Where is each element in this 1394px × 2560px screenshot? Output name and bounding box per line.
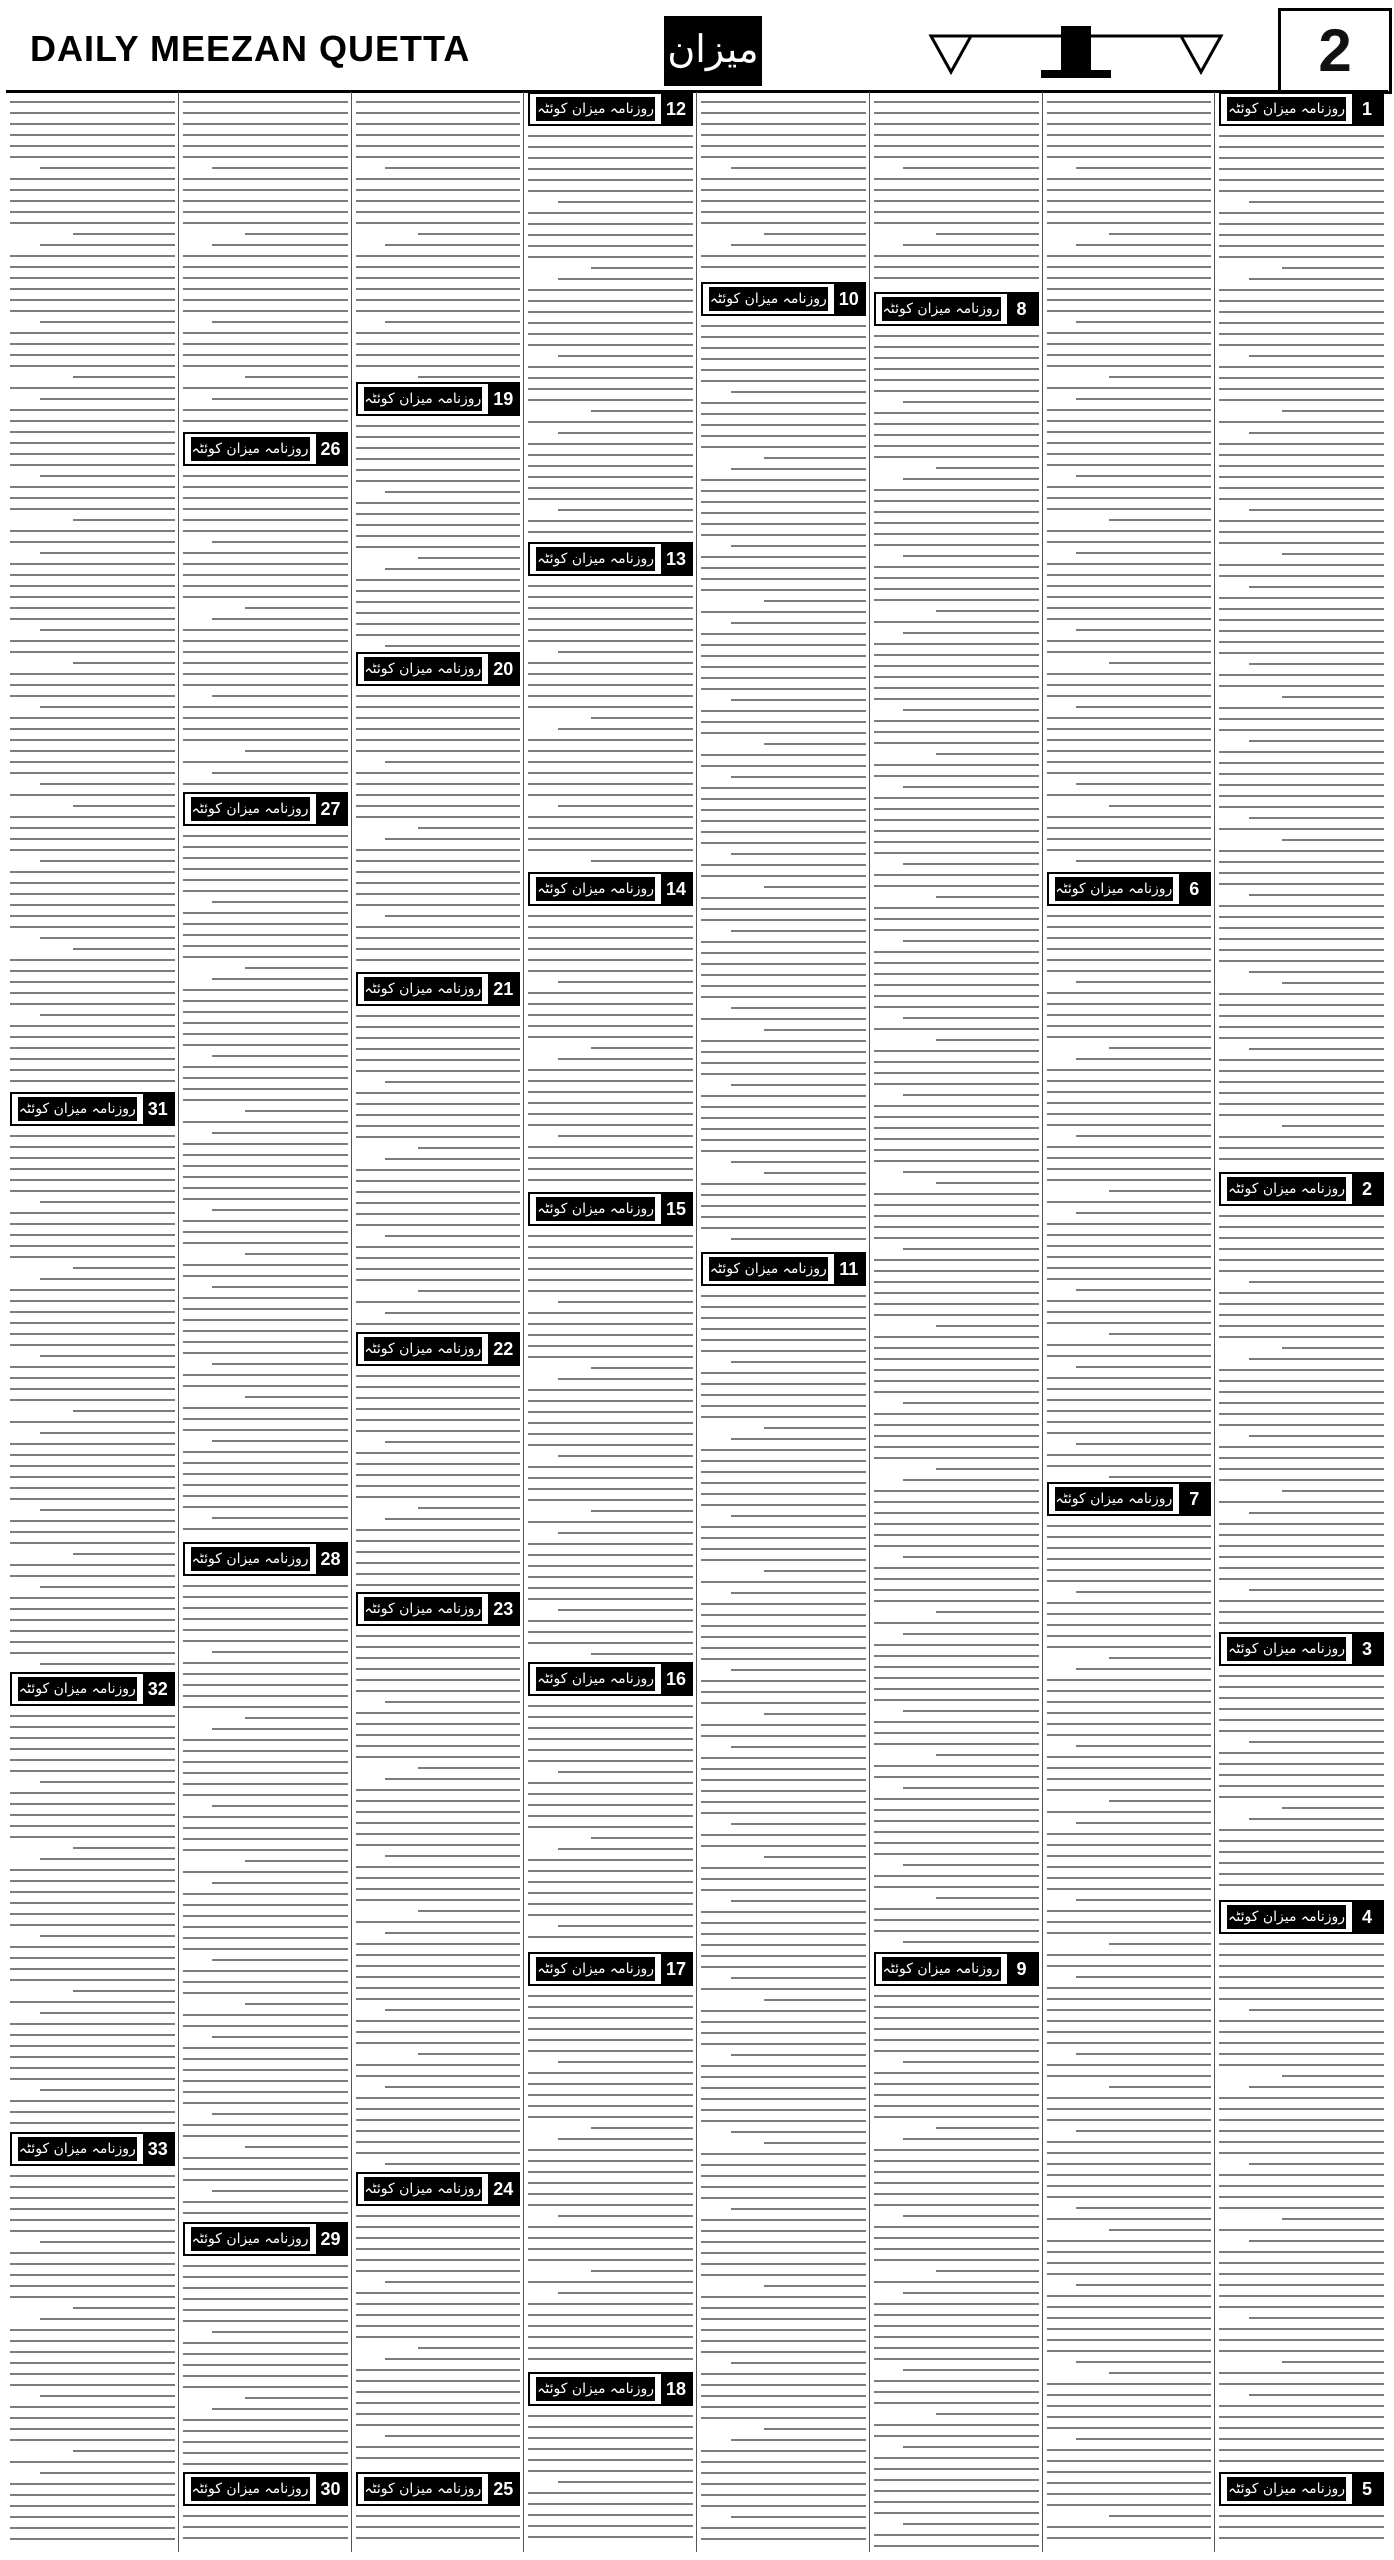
masthead-title: DAILY MEEZAN QUETTA bbox=[30, 28, 471, 69]
continuation-header bbox=[528, 1662, 693, 1696]
continuation-header bbox=[183, 432, 348, 466]
article-text bbox=[356, 2206, 521, 2459]
continuation-header bbox=[10, 1672, 175, 1706]
article-text bbox=[1219, 2506, 1384, 2539]
continuation-number: 3 bbox=[1352, 1634, 1382, 1664]
article-column bbox=[1215, 92, 1388, 2552]
article-text bbox=[183, 2256, 348, 2465]
continuation-label: روزنامہ میزان کوئٹہ bbox=[18, 1677, 137, 1701]
continuation-label: روزنامہ میزان کوئٹہ bbox=[536, 1957, 655, 1981]
continuation-header bbox=[528, 2372, 693, 2406]
article-text bbox=[356, 686, 521, 961]
article-text bbox=[356, 1006, 521, 1325]
continuation-header bbox=[528, 92, 693, 126]
continuation-number: 10 bbox=[834, 284, 864, 314]
continuation-header bbox=[701, 1252, 866, 1286]
continuation-number: 20 bbox=[488, 654, 518, 684]
continuation-number: 32 bbox=[143, 1674, 173, 1704]
article-text bbox=[356, 1366, 521, 1586]
continuation-label: روزنامہ میزان کوئٹہ bbox=[882, 297, 1001, 321]
article-text bbox=[528, 126, 693, 533]
continuation-label: روزنامہ میزان کوئٹہ bbox=[1055, 1487, 1174, 1511]
continuation-label: روزنامہ میزان کوئٹہ bbox=[709, 287, 828, 311]
continuation-header bbox=[10, 1092, 175, 1126]
article-text bbox=[528, 1696, 693, 1938]
continuation-number: 33 bbox=[143, 2134, 173, 2164]
column-divider bbox=[696, 92, 697, 2552]
continuation-header bbox=[356, 972, 521, 1006]
article-text bbox=[874, 326, 1039, 1943]
continuation-number: 25 bbox=[488, 2474, 518, 2504]
article-text bbox=[1047, 906, 1212, 1478]
continuation-number: 29 bbox=[316, 2224, 346, 2254]
continuation-header bbox=[356, 1592, 521, 1626]
continuation-label: روزنامہ میزان کوئٹہ bbox=[364, 2477, 483, 2501]
continuation-label: روزنامہ میزان کوئٹہ bbox=[1055, 877, 1174, 901]
article-text bbox=[10, 1126, 175, 1665]
article-text bbox=[1219, 1206, 1384, 1624]
continuation-label: روزنامہ میزان کوئٹہ bbox=[191, 1547, 310, 1571]
continuation-label: روزنامہ میزان کوئٹہ bbox=[18, 1097, 137, 1121]
continuation-header bbox=[1047, 1482, 1212, 1516]
continuation-label: روزنامہ میزان کوئٹہ bbox=[364, 1337, 483, 1361]
continuation-header bbox=[356, 1332, 521, 1366]
continuation-label: روزنامہ میزان کوئٹہ bbox=[364, 2177, 483, 2201]
article-text bbox=[356, 416, 521, 647]
continuation-number: 24 bbox=[488, 2174, 518, 2204]
page-number: 2 bbox=[1278, 8, 1392, 94]
continuation-header bbox=[183, 1542, 348, 1576]
continuation-number: 21 bbox=[488, 974, 518, 1004]
continuation-header bbox=[528, 542, 693, 576]
article-text bbox=[1047, 1516, 1212, 2539]
continuation-header bbox=[1219, 1172, 1384, 1206]
continuation-number: 2 bbox=[1352, 1174, 1382, 1204]
article-column bbox=[179, 92, 352, 2552]
continuation-label: روزنامہ میزان کوئٹہ bbox=[191, 2477, 310, 2501]
continuation-number: 30 bbox=[316, 2474, 346, 2504]
column-divider bbox=[1214, 92, 1215, 2552]
article-column bbox=[352, 92, 525, 2552]
continuation-label: روزنامہ میزان کوئٹہ bbox=[1227, 1177, 1346, 1201]
article-text bbox=[183, 466, 348, 785]
continuation-number: 13 bbox=[661, 544, 691, 574]
article-column bbox=[6, 92, 179, 2552]
continuation-label: روزنامہ میزان کوئٹہ bbox=[191, 2227, 310, 2251]
article-text bbox=[874, 1986, 1039, 2547]
continuation-header bbox=[356, 2172, 521, 2206]
continuation-label: روزنامہ میزان کوئٹہ bbox=[191, 797, 310, 821]
article-text bbox=[1047, 92, 1212, 862]
continuation-header bbox=[1219, 92, 1384, 126]
article-text bbox=[183, 2506, 348, 2539]
continuation-label: روزنامہ میزان کوئٹہ bbox=[1227, 1637, 1346, 1661]
continuation-header bbox=[183, 2222, 348, 2256]
article-text bbox=[183, 92, 348, 422]
continuation-header bbox=[528, 1192, 693, 1226]
continuation-label: روزنامہ میزان کوئٹہ bbox=[364, 1597, 483, 1621]
article-text bbox=[528, 1226, 693, 1655]
article-column bbox=[524, 92, 697, 2552]
continuation-label: روزنامہ میزان کوئٹہ bbox=[709, 1257, 828, 1281]
continuation-number: 15 bbox=[661, 1194, 691, 1224]
continuation-number: 12 bbox=[661, 94, 691, 124]
column-divider bbox=[178, 92, 179, 2552]
article-text bbox=[10, 1706, 175, 2124]
continuation-label: روزنامہ میزان کوئٹہ bbox=[364, 387, 483, 411]
continuation-label: روزنامہ میزان کوئٹہ bbox=[536, 97, 655, 121]
article-text bbox=[1219, 1934, 1384, 2462]
article-text bbox=[356, 92, 521, 378]
continuation-number: 8 bbox=[1007, 294, 1037, 324]
continuation-number: 26 bbox=[316, 434, 346, 464]
continuation-number: 6 bbox=[1179, 874, 1209, 904]
continuation-header bbox=[1219, 1900, 1384, 1934]
article-text bbox=[701, 316, 866, 1240]
column-divider bbox=[1042, 92, 1043, 2552]
continuation-label: روزنامہ میزان کوئٹہ bbox=[536, 877, 655, 901]
continuation-label: روزنامہ میزان کوئٹہ bbox=[1227, 2477, 1346, 2501]
continuation-header bbox=[528, 1952, 693, 1986]
continuation-number: 5 bbox=[1352, 2474, 1382, 2504]
continuation-header bbox=[1219, 2472, 1384, 2506]
continuation-header bbox=[356, 2472, 521, 2506]
continuation-number: 1 bbox=[1352, 94, 1382, 124]
masthead bbox=[6, 6, 1388, 92]
article-column bbox=[1043, 92, 1216, 2552]
article-columns bbox=[6, 92, 1388, 2552]
continuation-number: 14 bbox=[661, 874, 691, 904]
continuation-label: روزنامہ میزان کوئٹہ bbox=[1227, 97, 1346, 121]
article-text bbox=[701, 92, 866, 268]
article-text bbox=[356, 2506, 521, 2539]
continuation-header bbox=[356, 652, 521, 686]
continuation-label: روزنامہ میزان کوئٹہ bbox=[536, 547, 655, 571]
continuation-number: 17 bbox=[661, 1954, 691, 1984]
continuation-number: 16 bbox=[661, 1664, 691, 1694]
continuation-number: 23 bbox=[488, 1594, 518, 1624]
article-text bbox=[701, 1286, 866, 2540]
continuation-header bbox=[528, 872, 693, 906]
article-text bbox=[356, 1626, 521, 2165]
article-text bbox=[528, 1986, 693, 2360]
article-text bbox=[183, 1576, 348, 2214]
continuation-number: 9 bbox=[1007, 1954, 1037, 1984]
continuation-label: روزنامہ میزان کوئٹہ bbox=[18, 2137, 137, 2161]
article-column bbox=[697, 92, 870, 2552]
continuation-number: 27 bbox=[316, 794, 346, 824]
continuation-header bbox=[10, 2132, 175, 2166]
article-text bbox=[183, 826, 348, 1530]
continuation-header bbox=[1219, 1632, 1384, 1666]
continuation-number: 28 bbox=[316, 1544, 346, 1574]
continuation-number: 18 bbox=[661, 2374, 691, 2404]
continuation-number: 31 bbox=[143, 1094, 173, 1124]
continuation-label: روزنامہ میزان کوئٹہ bbox=[536, 2377, 655, 2401]
continuation-number: 4 bbox=[1352, 1902, 1382, 1932]
column-divider bbox=[869, 92, 870, 2552]
article-text bbox=[528, 2406, 693, 2538]
continuation-header bbox=[874, 292, 1039, 326]
continuation-header bbox=[356, 382, 521, 416]
continuation-label: روزنامہ میزان کوئٹہ bbox=[536, 1197, 655, 1221]
column-divider bbox=[351, 92, 352, 2552]
continuation-header bbox=[701, 282, 866, 316]
continuation-label: روزنامہ میزان کوئٹہ bbox=[364, 657, 483, 681]
continuation-label: روزنامہ میزان کوئٹہ bbox=[882, 1957, 1001, 1981]
continuation-label: روزنامہ میزان کوئٹہ bbox=[1227, 1905, 1346, 1929]
article-text bbox=[528, 576, 693, 862]
scales-of-justice-icon bbox=[911, 20, 1241, 80]
continuation-label: روزنامہ میزان کوئٹہ bbox=[536, 1667, 655, 1691]
continuation-header bbox=[183, 2472, 348, 2506]
article-text bbox=[1219, 126, 1384, 1160]
continuation-header bbox=[1047, 872, 1212, 906]
article-text bbox=[10, 2166, 175, 2540]
article-text bbox=[528, 906, 693, 1181]
continuation-label: روزنامہ میزان کوئٹہ bbox=[191, 437, 310, 461]
continuation-header bbox=[183, 792, 348, 826]
article-column bbox=[870, 92, 1043, 2552]
article-text bbox=[874, 92, 1039, 279]
article-text bbox=[1219, 1666, 1384, 1886]
continuation-number: 11 bbox=[834, 1254, 864, 1284]
continuation-number: 7 bbox=[1179, 1484, 1209, 1514]
continuation-number: 19 bbox=[488, 384, 518, 414]
column-divider bbox=[523, 92, 524, 2552]
article-text bbox=[10, 92, 175, 1082]
continuation-header bbox=[874, 1952, 1039, 1986]
continuation-label: روزنامہ میزان کوئٹہ bbox=[364, 977, 483, 1001]
continuation-number: 22 bbox=[488, 1334, 518, 1364]
newspaper-logo: میزان bbox=[664, 16, 762, 86]
